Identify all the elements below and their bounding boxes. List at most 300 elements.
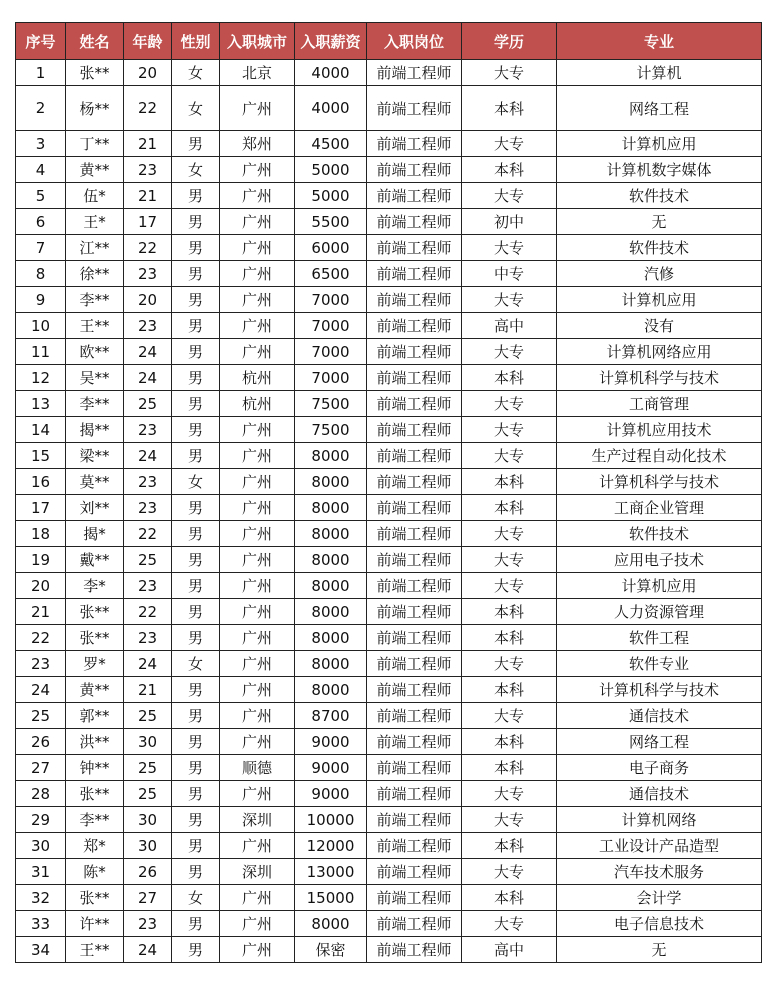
cell-name: 李*	[66, 573, 124, 599]
cell-id: 21	[16, 599, 66, 625]
cell-age: 25	[124, 781, 172, 807]
cell-position: 前端工程师	[367, 677, 462, 703]
cell-id: 31	[16, 859, 66, 885]
cell-major: 计算机应用技术	[557, 417, 762, 443]
table-row	[16, 833, 762, 859]
table-row	[16, 703, 762, 729]
table-row	[16, 183, 762, 209]
cell-education: 大专	[462, 859, 557, 885]
cell-age: 23	[124, 625, 172, 651]
cell-id: 12	[16, 365, 66, 391]
col-header-id: 序号	[16, 23, 66, 60]
cell-gender: 男	[172, 261, 220, 287]
cell-name: 江**	[66, 235, 124, 261]
cell-salary: 15000	[295, 885, 367, 911]
cell-age: 22	[124, 86, 172, 131]
cell-education: 本科	[462, 469, 557, 495]
cell-city: 广州	[220, 443, 295, 469]
cell-salary: 8000	[295, 443, 367, 469]
cell-education: 大专	[462, 417, 557, 443]
cell-major: 软件技术	[557, 521, 762, 547]
cell-position: 前端工程师	[367, 339, 462, 365]
cell-age: 23	[124, 495, 172, 521]
cell-salary: 7500	[295, 391, 367, 417]
cell-major: 电子商务	[557, 755, 762, 781]
cell-city: 广州	[220, 261, 295, 287]
cell-city: 深圳	[220, 807, 295, 833]
col-header-name: 姓名	[66, 23, 124, 60]
cell-city: 杭州	[220, 391, 295, 417]
cell-id: 34	[16, 937, 66, 963]
cell-major: 应用电子技术	[557, 547, 762, 573]
table-row	[16, 209, 762, 235]
cell-salary: 8000	[295, 547, 367, 573]
col-header-city: 入职城市	[220, 23, 295, 60]
table-row	[16, 937, 762, 963]
table-row	[16, 60, 762, 86]
cell-education: 大专	[462, 443, 557, 469]
cell-city: 广州	[220, 911, 295, 937]
table-row	[16, 781, 762, 807]
col-header-gender: 性别	[172, 23, 220, 60]
col-header-age: 年龄	[124, 23, 172, 60]
cell-salary: 7000	[295, 313, 367, 339]
cell-education: 中专	[462, 261, 557, 287]
table-row	[16, 547, 762, 573]
cell-salary: 8000	[295, 521, 367, 547]
cell-name: 洪**	[66, 729, 124, 755]
cell-position: 前端工程师	[367, 157, 462, 183]
cell-id: 2	[16, 86, 66, 131]
cell-gender: 女	[172, 86, 220, 131]
cell-name: 张**	[66, 625, 124, 651]
cell-age: 24	[124, 937, 172, 963]
cell-city: 广州	[220, 521, 295, 547]
cell-salary: 5500	[295, 209, 367, 235]
cell-education: 大专	[462, 573, 557, 599]
table-row	[16, 86, 762, 131]
table-row	[16, 235, 762, 261]
cell-id: 29	[16, 807, 66, 833]
table-row	[16, 521, 762, 547]
cell-salary: 13000	[295, 859, 367, 885]
cell-major: 无	[557, 209, 762, 235]
table-row	[16, 157, 762, 183]
cell-gender: 男	[172, 937, 220, 963]
cell-age: 23	[124, 911, 172, 937]
table-row	[16, 339, 762, 365]
cell-salary: 保密	[295, 937, 367, 963]
cell-name: 张**	[66, 599, 124, 625]
table-row	[16, 885, 762, 911]
cell-position: 前端工程师	[367, 651, 462, 677]
cell-gender: 男	[172, 183, 220, 209]
cell-education: 高中	[462, 313, 557, 339]
cell-city: 广州	[220, 339, 295, 365]
cell-city: 广州	[220, 677, 295, 703]
cell-age: 25	[124, 703, 172, 729]
table-row	[16, 859, 762, 885]
cell-major: 计算机数字媒体	[557, 157, 762, 183]
cell-education: 本科	[462, 599, 557, 625]
cell-gender: 男	[172, 313, 220, 339]
cell-name: 黄**	[66, 157, 124, 183]
cell-gender: 女	[172, 885, 220, 911]
cell-age: 23	[124, 469, 172, 495]
cell-position: 前端工程师	[367, 209, 462, 235]
table-row	[16, 807, 762, 833]
cell-education: 大专	[462, 339, 557, 365]
cell-city: 广州	[220, 599, 295, 625]
cell-city: 广州	[220, 287, 295, 313]
cell-age: 24	[124, 339, 172, 365]
cell-id: 16	[16, 469, 66, 495]
cell-education: 大专	[462, 521, 557, 547]
cell-id: 25	[16, 703, 66, 729]
col-header-salary: 入职薪资	[295, 23, 367, 60]
col-header-major: 专业	[557, 23, 762, 60]
cell-gender: 男	[172, 495, 220, 521]
cell-age: 24	[124, 651, 172, 677]
cell-major: 计算机应用	[557, 287, 762, 313]
table-row	[16, 599, 762, 625]
cell-city: 广州	[220, 625, 295, 651]
cell-major: 计算机科学与技术	[557, 365, 762, 391]
cell-city: 广州	[220, 469, 295, 495]
cell-name: 戴**	[66, 547, 124, 573]
cell-age: 23	[124, 157, 172, 183]
cell-age: 30	[124, 807, 172, 833]
cell-education: 本科	[462, 729, 557, 755]
cell-city: 郑州	[220, 131, 295, 157]
cell-salary: 7000	[295, 339, 367, 365]
cell-position: 前端工程师	[367, 131, 462, 157]
cell-major: 计算机应用	[557, 131, 762, 157]
cell-major: 汽车技术服务	[557, 859, 762, 885]
cell-salary: 8000	[295, 469, 367, 495]
cell-age: 22	[124, 235, 172, 261]
cell-salary: 8000	[295, 625, 367, 651]
cell-age: 25	[124, 547, 172, 573]
cell-id: 22	[16, 625, 66, 651]
cell-gender: 女	[172, 651, 220, 677]
cell-major: 会计学	[557, 885, 762, 911]
table-row	[16, 755, 762, 781]
cell-education: 大专	[462, 183, 557, 209]
cell-gender: 男	[172, 703, 220, 729]
cell-salary: 7500	[295, 417, 367, 443]
cell-id: 8	[16, 261, 66, 287]
cell-gender: 男	[172, 755, 220, 781]
cell-education: 大专	[462, 131, 557, 157]
cell-education: 本科	[462, 677, 557, 703]
cell-position: 前端工程师	[367, 885, 462, 911]
cell-position: 前端工程师	[367, 391, 462, 417]
cell-name: 罗*	[66, 651, 124, 677]
cell-age: 30	[124, 729, 172, 755]
cell-position: 前端工程师	[367, 703, 462, 729]
cell-major: 计算机网络应用	[557, 339, 762, 365]
cell-major: 计算机科学与技术	[557, 469, 762, 495]
cell-gender: 男	[172, 625, 220, 651]
cell-salary: 7000	[295, 287, 367, 313]
cell-salary: 5000	[295, 183, 367, 209]
cell-name: 李**	[66, 391, 124, 417]
cell-id: 28	[16, 781, 66, 807]
cell-salary: 9000	[295, 755, 367, 781]
cell-major: 计算机科学与技术	[557, 677, 762, 703]
cell-gender: 男	[172, 365, 220, 391]
cell-name: 钟**	[66, 755, 124, 781]
cell-position: 前端工程师	[367, 287, 462, 313]
cell-education: 大专	[462, 781, 557, 807]
cell-city: 广州	[220, 86, 295, 131]
table-row	[16, 287, 762, 313]
cell-education: 本科	[462, 365, 557, 391]
cell-education: 本科	[462, 833, 557, 859]
table-row	[16, 391, 762, 417]
cell-age: 24	[124, 443, 172, 469]
cell-salary: 8000	[295, 495, 367, 521]
cell-salary: 10000	[295, 807, 367, 833]
cell-position: 前端工程师	[367, 469, 462, 495]
cell-id: 24	[16, 677, 66, 703]
cell-education: 本科	[462, 625, 557, 651]
cell-position: 前端工程师	[367, 60, 462, 86]
cell-name: 张**	[66, 885, 124, 911]
cell-education: 本科	[462, 885, 557, 911]
cell-position: 前端工程师	[367, 755, 462, 781]
cell-name: 梁**	[66, 443, 124, 469]
cell-salary: 12000	[295, 833, 367, 859]
cell-position: 前端工程师	[367, 781, 462, 807]
cell-gender: 男	[172, 911, 220, 937]
cell-name: 徐**	[66, 261, 124, 287]
cell-education: 本科	[462, 157, 557, 183]
cell-major: 人力资源管理	[557, 599, 762, 625]
cell-name: 伍*	[66, 183, 124, 209]
cell-major: 软件工程	[557, 625, 762, 651]
cell-salary: 6000	[295, 235, 367, 261]
cell-major: 软件技术	[557, 183, 762, 209]
cell-position: 前端工程师	[367, 365, 462, 391]
cell-position: 前端工程师	[367, 599, 462, 625]
cell-position: 前端工程师	[367, 625, 462, 651]
cell-city: 广州	[220, 781, 295, 807]
cell-city: 广州	[220, 573, 295, 599]
table-row	[16, 313, 762, 339]
cell-position: 前端工程师	[367, 261, 462, 287]
cell-id: 10	[16, 313, 66, 339]
table-row	[16, 625, 762, 651]
cell-position: 前端工程师	[367, 443, 462, 469]
cell-id: 3	[16, 131, 66, 157]
table-body	[16, 60, 762, 963]
cell-position: 前端工程师	[367, 807, 462, 833]
cell-salary: 7000	[295, 365, 367, 391]
cell-id: 30	[16, 833, 66, 859]
cell-city: 广州	[220, 833, 295, 859]
cell-name: 王**	[66, 313, 124, 339]
cell-age: 23	[124, 417, 172, 443]
cell-age: 21	[124, 131, 172, 157]
cell-age: 22	[124, 599, 172, 625]
cell-id: 32	[16, 885, 66, 911]
cell-id: 1	[16, 60, 66, 86]
cell-position: 前端工程师	[367, 495, 462, 521]
cell-gender: 男	[172, 573, 220, 599]
cell-education: 本科	[462, 495, 557, 521]
cell-major: 软件技术	[557, 235, 762, 261]
cell-education: 大专	[462, 235, 557, 261]
cell-id: 5	[16, 183, 66, 209]
table-row	[16, 729, 762, 755]
cell-id: 17	[16, 495, 66, 521]
table-row	[16, 417, 762, 443]
cell-age: 21	[124, 677, 172, 703]
cell-name: 郑*	[66, 833, 124, 859]
cell-salary: 4000	[295, 60, 367, 86]
cell-position: 前端工程师	[367, 729, 462, 755]
employment-table	[15, 22, 762, 963]
cell-id: 19	[16, 547, 66, 573]
cell-education: 本科	[462, 86, 557, 131]
cell-education: 大专	[462, 287, 557, 313]
cell-gender: 男	[172, 443, 220, 469]
table-row	[16, 651, 762, 677]
cell-name: 陈*	[66, 859, 124, 885]
cell-id: 18	[16, 521, 66, 547]
cell-position: 前端工程师	[367, 417, 462, 443]
cell-salary: 5000	[295, 157, 367, 183]
cell-name: 欧**	[66, 339, 124, 365]
cell-city: 广州	[220, 495, 295, 521]
table-header	[16, 23, 762, 60]
cell-id: 33	[16, 911, 66, 937]
cell-gender: 男	[172, 235, 220, 261]
cell-gender: 男	[172, 339, 220, 365]
cell-name: 揭**	[66, 417, 124, 443]
cell-salary: 8000	[295, 911, 367, 937]
cell-city: 广州	[220, 157, 295, 183]
cell-city: 广州	[220, 703, 295, 729]
cell-gender: 男	[172, 391, 220, 417]
cell-major: 工商企业管理	[557, 495, 762, 521]
cell-gender: 男	[172, 677, 220, 703]
cell-gender: 男	[172, 287, 220, 313]
cell-salary: 6500	[295, 261, 367, 287]
cell-gender: 男	[172, 209, 220, 235]
cell-name: 郭**	[66, 703, 124, 729]
cell-major: 通信技术	[557, 703, 762, 729]
cell-age: 20	[124, 60, 172, 86]
cell-major: 没有	[557, 313, 762, 339]
cell-salary: 8700	[295, 703, 367, 729]
cell-gender: 男	[172, 807, 220, 833]
cell-age: 20	[124, 287, 172, 313]
cell-age: 22	[124, 521, 172, 547]
cell-salary: 4000	[295, 86, 367, 131]
cell-city: 广州	[220, 417, 295, 443]
cell-major: 工商管理	[557, 391, 762, 417]
cell-age: 25	[124, 755, 172, 781]
cell-city: 广州	[220, 235, 295, 261]
cell-id: 9	[16, 287, 66, 313]
cell-gender: 男	[172, 859, 220, 885]
cell-major: 电子信息技术	[557, 911, 762, 937]
cell-position: 前端工程师	[367, 937, 462, 963]
table-row	[16, 677, 762, 703]
cell-education: 大专	[462, 911, 557, 937]
cell-name: 刘**	[66, 495, 124, 521]
cell-position: 前端工程师	[367, 833, 462, 859]
cell-name: 王**	[66, 937, 124, 963]
cell-city: 广州	[220, 313, 295, 339]
cell-education: 初中	[462, 209, 557, 235]
cell-education: 大专	[462, 60, 557, 86]
cell-salary: 8000	[295, 573, 367, 599]
cell-id: 27	[16, 755, 66, 781]
table-row	[16, 261, 762, 287]
cell-city: 广州	[220, 209, 295, 235]
cell-position: 前端工程师	[367, 183, 462, 209]
cell-gender: 男	[172, 833, 220, 859]
cell-age: 21	[124, 183, 172, 209]
cell-gender: 男	[172, 599, 220, 625]
cell-city: 广州	[220, 547, 295, 573]
table-row	[16, 469, 762, 495]
cell-id: 23	[16, 651, 66, 677]
table-row	[16, 131, 762, 157]
cell-gender: 男	[172, 417, 220, 443]
cell-city: 广州	[220, 937, 295, 963]
cell-id: 7	[16, 235, 66, 261]
cell-name: 莫**	[66, 469, 124, 495]
cell-name: 杨**	[66, 86, 124, 131]
cell-id: 26	[16, 729, 66, 755]
cell-gender: 男	[172, 781, 220, 807]
cell-city: 深圳	[220, 859, 295, 885]
cell-position: 前端工程师	[367, 859, 462, 885]
cell-age: 23	[124, 313, 172, 339]
table-row	[16, 495, 762, 521]
cell-age: 23	[124, 573, 172, 599]
cell-age: 27	[124, 885, 172, 911]
cell-city: 顺德	[220, 755, 295, 781]
cell-age: 26	[124, 859, 172, 885]
cell-education: 大专	[462, 703, 557, 729]
cell-major: 软件专业	[557, 651, 762, 677]
cell-name: 黄**	[66, 677, 124, 703]
cell-gender: 男	[172, 547, 220, 573]
cell-name: 张**	[66, 60, 124, 86]
cell-salary: 8000	[295, 599, 367, 625]
cell-education: 大专	[462, 807, 557, 833]
cell-id: 13	[16, 391, 66, 417]
cell-name: 许**	[66, 911, 124, 937]
cell-name: 揭*	[66, 521, 124, 547]
cell-position: 前端工程师	[367, 235, 462, 261]
cell-education: 本科	[462, 755, 557, 781]
cell-age: 23	[124, 261, 172, 287]
cell-age: 30	[124, 833, 172, 859]
cell-gender: 女	[172, 60, 220, 86]
cell-city: 杭州	[220, 365, 295, 391]
cell-city: 广州	[220, 183, 295, 209]
cell-major: 网络工程	[557, 729, 762, 755]
cell-id: 15	[16, 443, 66, 469]
cell-major: 计算机应用	[557, 573, 762, 599]
